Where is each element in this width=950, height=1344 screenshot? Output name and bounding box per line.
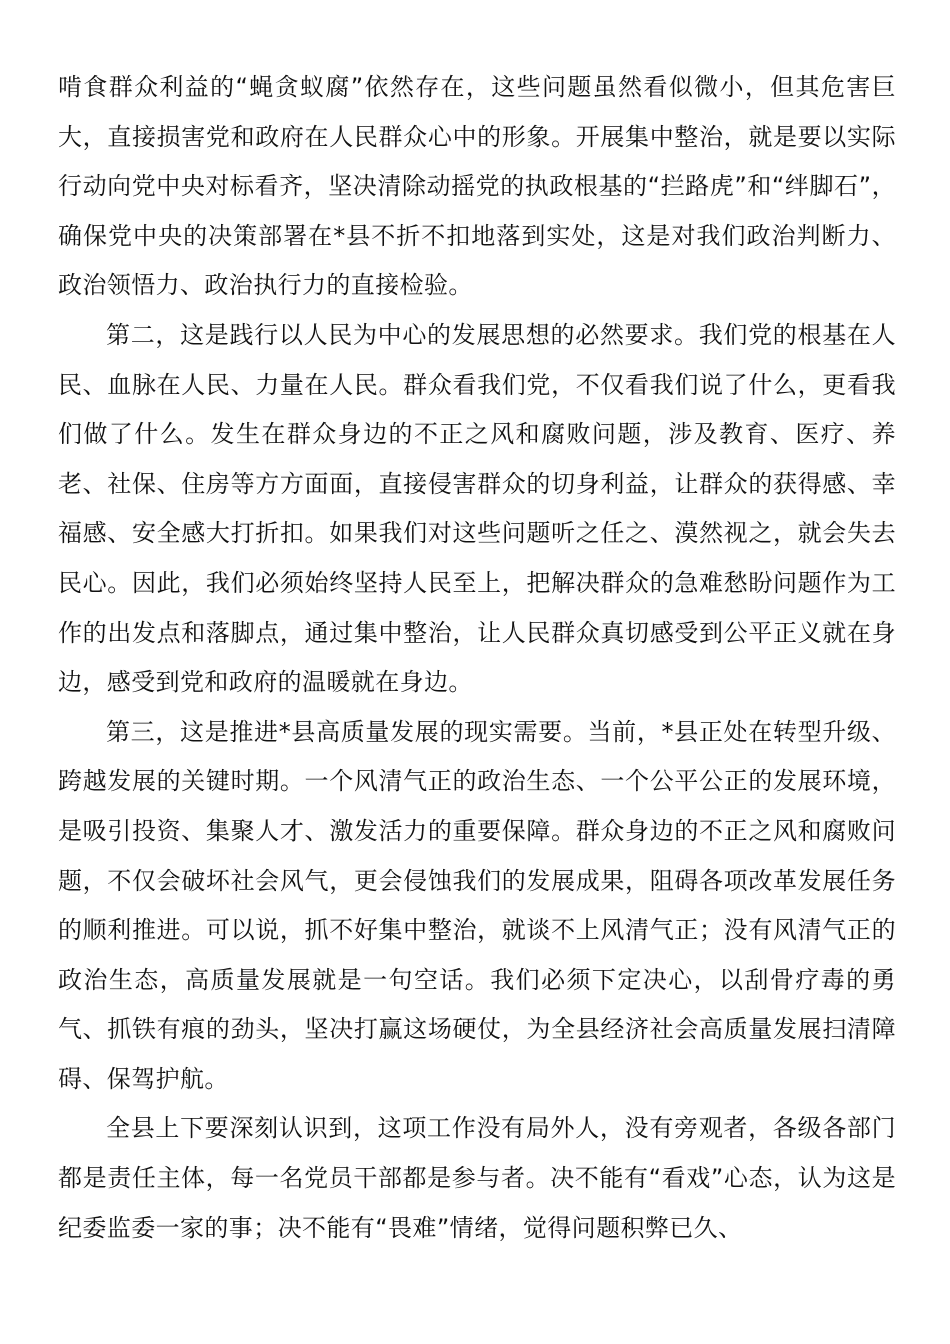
document-body: [58, 63, 896, 1253]
paragraph-2: 第二，这是践行以人民为中心的发展思想的必然要求。我们党的根基在人民、血脉在人民、力量在人民。群众看我们党，不仅看我们说了什么，更看我们做了什么。发生在群众身边的不正之风和腐败问题，涉及教育、医疗、养老、社保、住房等方方面面，直接侵害群众的切身利益，让群众的获得感、幸福感、安全感大打折扣。如果我们对这些问题听之任之、漠然视之，就会失去民心。因此，我们必须始终坚持人民至上，把解决群众的急难愁盼问题作为工作的出发点和落脚点，通过集中整治，让人民群众真切感受到公平正义就在身边，感受到党和政府的温暖就在身边。: [58, 320, 896, 697]
paragraph-1: 啃食群众利益的“蝇贪蚁腐”依然存在，这些问题虽然看似微小，但其危害巨大，直接损害党和政府在人民群众心中的形象。开展集中整治，就是要以实际行动向党中央对标看齐，坚决清除动摇党的执政根基的“拦路虎”和“绊脚石”，确保党中央的决策部署在*县不折不扣地落到实处，这是对我们政治判断力、政治领悟力、政治执行力的直接检验。: [58, 73, 896, 300]
paragraph-3: 第三，这是推进*县高质量发展的现实需要。当前，*县正处在转型升级、跨越发展的关键时期。一个风清气正的政治生态、一个公平公正的发展环境，是吸引投资、集聚人才、激发活力的重要保障。群众身边的不正之风和腐败问题，不仅会破坏社会风气，更会侵蚀我们的发展成果，阻碍各项改革发展任务的顺利推进。可以说，抓不好集中整治，就谈不上风清气正；没有风清气正的政治生态，高质量发展就是一句空话。我们必须下定决心，以刮骨疗毒的勇气、抓铁有痕的劲头，坚决打赢这场硬仗，为全县经济社会高质量发展扫清障碍、保驾护航。: [58, 717, 896, 1093]
paragraph-4: 全县上下要深刻认识到，这项工作没有局外人，没有旁观者，各级各部门都是责任主体，每一名党员干部都是参与者。决不能有“看戏”心态，认为这是纪委监委一家的事；决不能有“畏难”情绪，觉得问题积弊已久、: [58, 1114, 896, 1242]
